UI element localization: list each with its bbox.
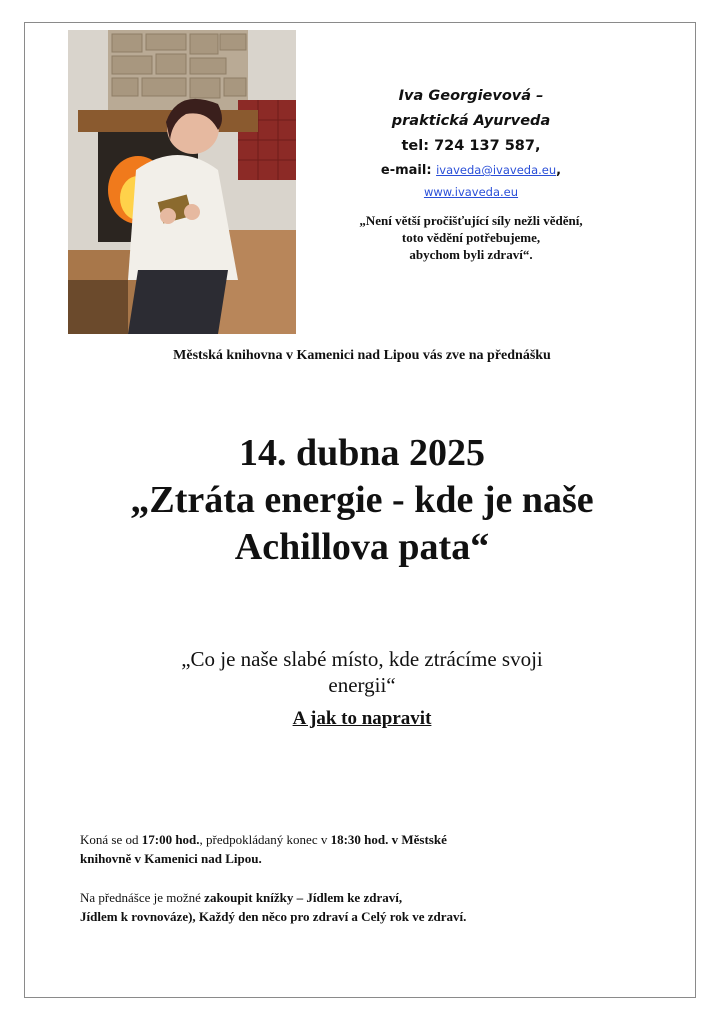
quote-line: „Není větší pročišťující síly nežli vědění, bbox=[359, 213, 583, 228]
quote-line: abychom byli zdraví“. bbox=[409, 247, 533, 262]
end-time: 18:30 hod. v Městské bbox=[330, 832, 447, 847]
event-title-line: Achillova pata“ bbox=[234, 526, 490, 568]
event-place: knihovně v Kamenici nad Lipou. bbox=[80, 851, 262, 866]
info-text: , předpokládaný konec v bbox=[199, 832, 331, 847]
books-list: zakoupit knížky – Jídlem ke zdraví, bbox=[204, 890, 403, 905]
email-suffix: , bbox=[556, 163, 562, 178]
speaker-photo bbox=[68, 30, 296, 334]
invitation-line: Městská knihovna v Kamenici nad Lipou vás zve na přednášku bbox=[173, 348, 551, 363]
subtitle-line: „Co je naše slabé místo, kde ztrácíme svoji bbox=[181, 647, 543, 671]
event-subtitle bbox=[0, 646, 724, 698]
quote bbox=[316, 212, 626, 263]
email-row bbox=[316, 159, 626, 182]
speaker-role: praktická Ayurveda bbox=[391, 113, 551, 129]
contact-block bbox=[316, 84, 626, 263]
website-link[interactable]: www.ivaveda.eu bbox=[423, 185, 519, 199]
event-headline bbox=[0, 430, 724, 571]
email-link[interactable]: ivaveda@ivaveda.eu bbox=[436, 163, 557, 177]
event-time-info bbox=[80, 830, 660, 868]
event-date: 14. dubna 2025 bbox=[238, 432, 486, 474]
email-label: e-mail: bbox=[380, 163, 432, 178]
info-text: Koná se od bbox=[80, 832, 142, 847]
subtitle-fix: A jak to napravit bbox=[292, 708, 432, 729]
phone-number: tel: 724 137 587, bbox=[401, 138, 541, 154]
quote-line: toto vědění potřebujeme, bbox=[401, 230, 541, 245]
start-time: 17:00 hod. bbox=[141, 832, 200, 847]
books-list: Jídlem k rovnováze), Každý den něco pro zdraví a Celý rok ve zdraví. bbox=[80, 909, 467, 924]
books-info bbox=[80, 888, 660, 926]
subtitle-line: energii“ bbox=[328, 673, 396, 697]
event-title-line: „Ztráta energie - kde je naše bbox=[130, 479, 594, 521]
info-text: Na přednášce je možné bbox=[80, 890, 205, 905]
speaker-name: Iva Georgievová – bbox=[398, 88, 544, 104]
